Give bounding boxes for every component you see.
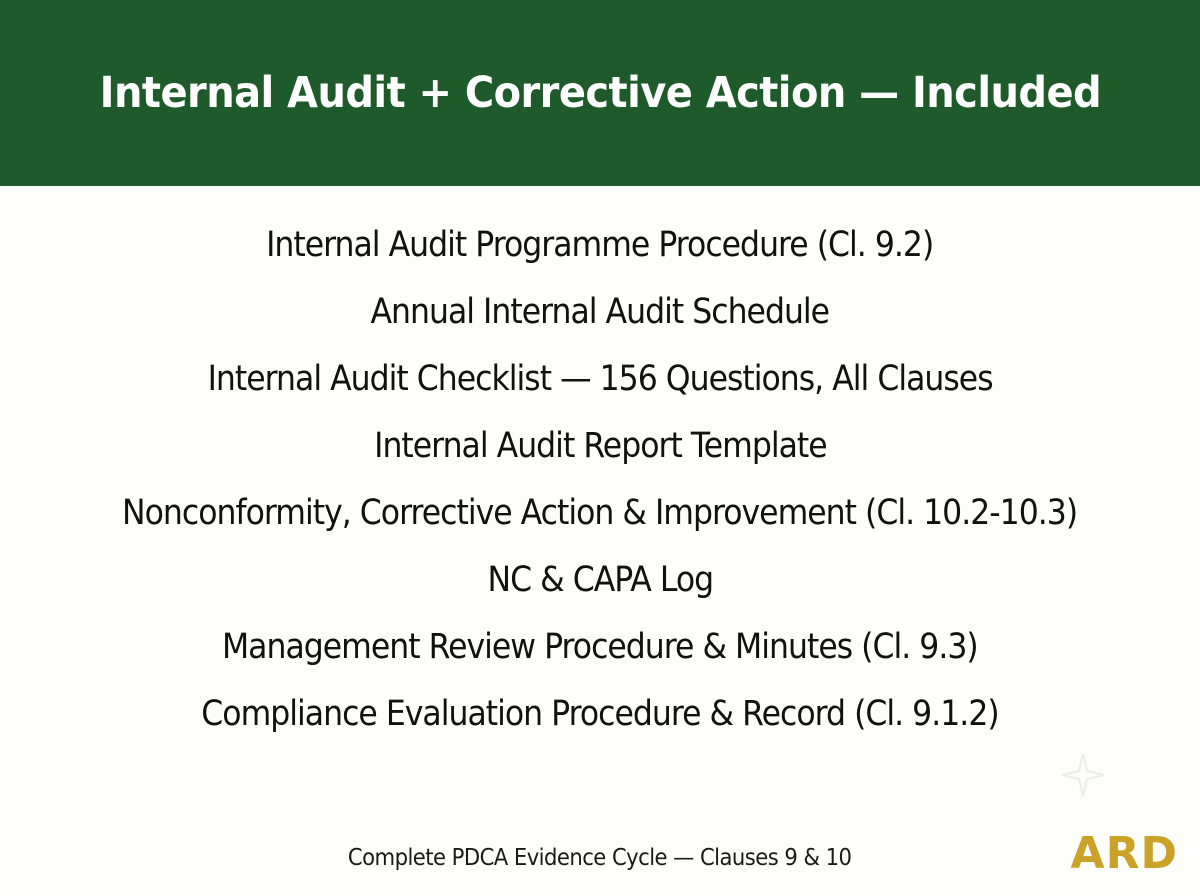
list-item [0,212,1200,279]
list-item [0,346,1200,413]
included-items-list [0,212,1200,748]
list-item-text: Nonconformity, Corrective Action & Improvement (Cl. 10.2-10.3) [122,493,1078,533]
list-item-text: Internal Audit Programme Procedure (Cl. 9.2) [266,225,934,265]
sparkle-icon [1060,752,1106,798]
header-banner [0,0,1200,186]
footer-caption [0,838,1200,878]
list-item-text: Internal Audit Checklist — 156 Questions, All Clauses [207,359,993,399]
list-item-text: Annual Internal Audit Schedule [370,292,830,332]
list-item-text: Compliance Evaluation Procedure & Record (Cl. 9.1.2) [201,694,999,734]
list-item [0,279,1200,346]
list-item-text: Management Review Procedure & Minutes (Cl. 9.3) [222,627,978,667]
list-item-text: NC & CAPA Log [487,560,713,600]
footer-caption-text: Complete PDCA Evidence Cycle — Clauses 9 & 10 [348,845,852,871]
list-item [0,480,1200,547]
list-item [0,614,1200,681]
slide-title: Internal Audit + Corrective Action — Included [99,68,1101,118]
list-item [0,681,1200,748]
list-item [0,547,1200,614]
list-item-text: Internal Audit Report Template [373,426,827,466]
brand-logo: ARD [1070,828,1178,879]
list-item [0,413,1200,480]
